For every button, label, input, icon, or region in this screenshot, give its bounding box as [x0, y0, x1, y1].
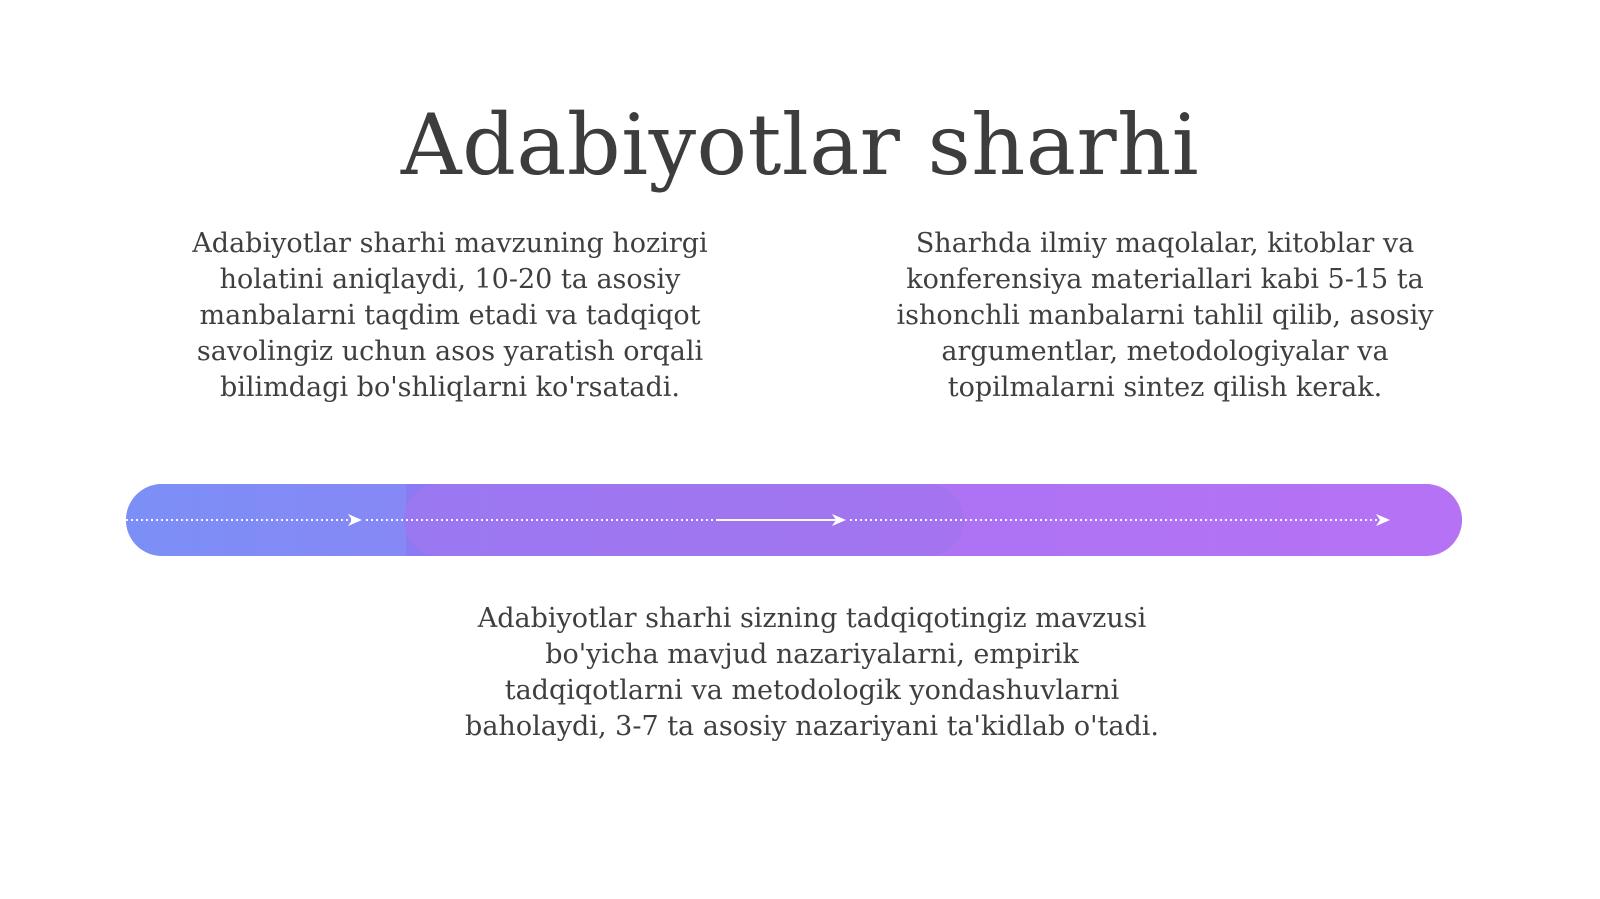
timeline-arrows	[126, 484, 1462, 556]
arrow-right-icon	[348, 514, 362, 526]
timeline-bar	[126, 484, 1462, 556]
arrow-right-icon	[1376, 514, 1390, 526]
text-block-left: Adabiyotlar sharhi mavzuning hozirgi holatini aniqlaydi, 10-20 ta asosiy manbalarni taqdim etadi va tadqiqot savolingiz uchun asos yaratish orqali bilimdagi bo'shliqlarni ko'rsatadi.	[192, 228, 708, 403]
text-block-right: Sharhda ilmiy maqolalar, kitoblar va konferensiya materiallari kabi 5-15 ta ishonchli manbalarni tahlil qilib, asosiy argumentlar, metodologiyalar va topilmalarni sintez qilish kerak.	[896, 228, 1434, 403]
text-block-bottom: Adabiyotlar sharhi sizning tadqiqotingiz mavzusi bo'yicha mavjud nazariyalarni, empirik tadqiqotlarni va metodologik yondashuvlarni baholaydi, 3-7 ta asosiy nazariyani ta'kidlab o'tadi.	[465, 603, 1159, 742]
slide-title: Adabiyotlar sharhi	[400, 96, 1200, 195]
